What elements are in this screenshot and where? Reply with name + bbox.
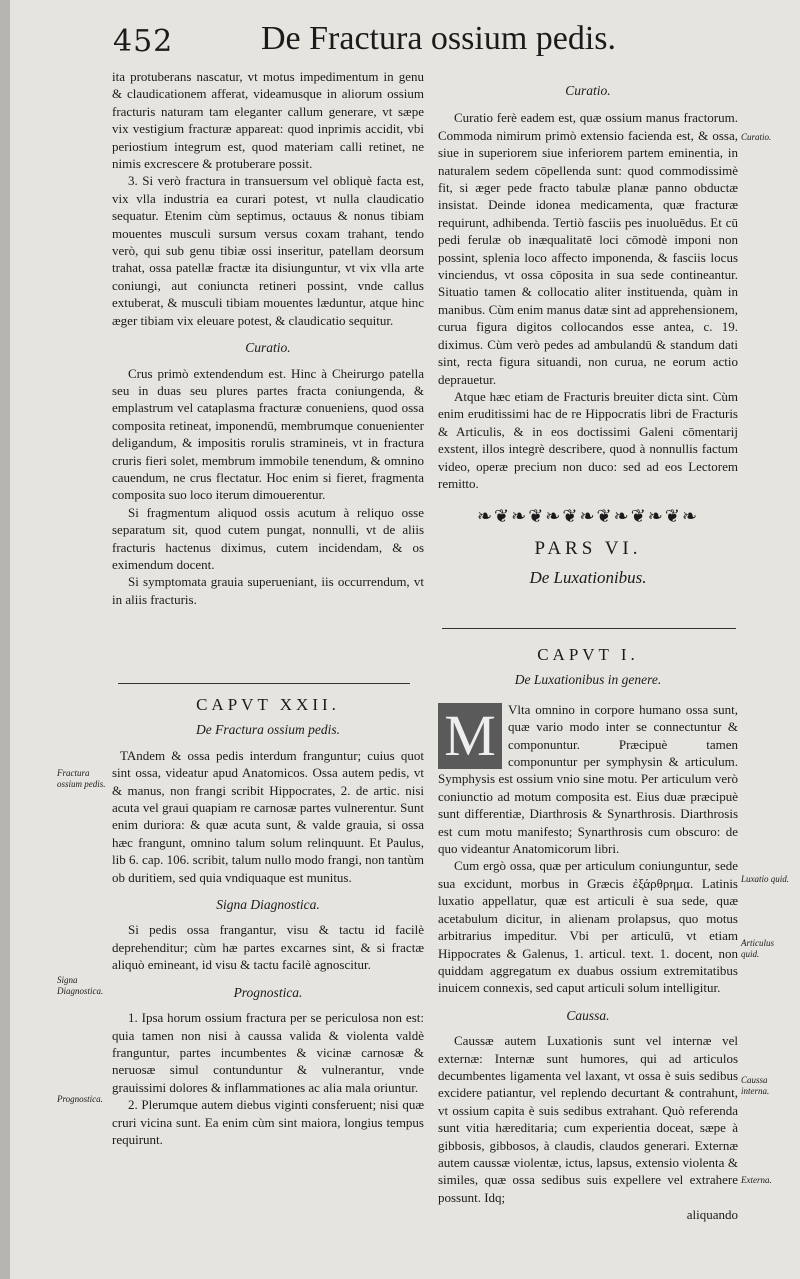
running-header [113, 18, 713, 70]
section-heading: Caussa. [566, 1007, 610, 1023]
margin-note: Articulus quid. [741, 938, 774, 959]
section-heading: Prognostica. [233, 984, 303, 1000]
paragraph: Curatio ferè eadem est, quæ ossium manus fractorum. Commoda nimirum primò extensio facienda est, & ossa, siue in superiorem siue inferiorem partem eminentia, in naturalem sedem cōpellenda sunt: quod commodissimè fit, si æger pede fracto tabulæ planæ panno obductæ insistat. Deinde idonea medicamenta, quæ fracturæ requirunt, adhibenda. Tertiò fasciis pes inuoluēdus. Et cū pedi ferulæ ob inæqualitatē loci cōmodè imponi non possint, splenia loco affecto imponenda, & fasciis locus vinciendus, vt ossa cōposita in sua sede contineantur. Situatio tamen & collocatio aliter instituenda, quàm in manibus. Cùm enim manus datæ sint ad apprehensionem, curua figura digitos collocandos esse antea, c. 19. diximus. Cùm verò pedes ad ambulandū & standum dati sint, recta figura situandi, non curua, ne eorum actio deprauetur. [438, 110, 738, 387]
dropcap-paragraph [438, 701, 738, 858]
ornament-band: ❧❦❧❦❧❦❧❦❧❦❧❦❧ [476, 506, 700, 527]
paragraph: Cum ergò ossa, quæ per articulum coniunguntur, sede sua excidunt, morbus in Græcis ἐξάρθρημα. Latinis luxatio appellatur, quæ est articuli è sua sede, quæ acetabulum dicitur, in alienam prolapsus, quo motus arbitrarius impeditur. Vbi per articulū, vt etiam Hippocrates & Galenus, 1. articul. text. 1. docent, non quiddam aggregatum ex duabus ossium extremitatibus inuicem connexis, sed caput articuli solum intelligitur. [438, 858, 738, 996]
right-column [438, 68, 738, 492]
paragraph: Vlta omnino in corpore humano ossa sunt, quæ vario modo inter se connectuntur & componuntur. Præcipuè tamen componuntur per symphysin & articulum. Symphysis est ossium vnio sine motu. Per articulum verò coniunctio ad motum composita est. Eius duæ præcipuè sunt differentiæ, Diarthrosis & Synarthrosis. Diarthrosis est cum motu manifesto; Synarthrosis cum obscuro: de quo videantur Anatomicorum libri. [438, 701, 738, 857]
left-column [112, 68, 424, 608]
page-number: 452 [113, 24, 174, 59]
paragraph: Caussæ autem Luxationis sunt vel internæ vel externæ: Internæ sunt humores, qui ad articulos decumbentes ligamenta vel laxant, vt ossa è suis sedibus excidere patiantur, vel replendo decurtant & contrahunt, vt ossium capita è suis sedibus extrahant. Quò referenda sunt vitia hæreditaria; cum experientia doceat, sæpe à gibbosis, gibbosos, à claudis, claudos generari. Externæ autem caussæ violentæ, ictus, lapsus, extensio violenta & similes, quæ ossa sedibus suis expellere vel extrahere possunt. Idq; [438, 1033, 738, 1205]
chapter-title: CAPVT XXII. [196, 695, 340, 714]
paragraph: 1. Ipsa horum ossium fractura per se periculosa non est: quia tamen non nisi à caussa valida & violenta valdè franguntur, partes incumbentes & vicinæ carnosæ & neruosæ simul contunduntur & vulnerantur, vnde grauissimi dolores & inflammationes ac alia mala oriuntur. [112, 1010, 424, 1095]
part-title: PARS VI. [534, 538, 642, 559]
paragraph: Si symptomata grauia superueniant, iis occurrendum, vt in aliis fracturis. [112, 574, 424, 607]
dropcap-initial: M [438, 703, 502, 769]
chapter-subtitle: De Fractura ossium pedis. [196, 722, 340, 738]
margin-note: Caussa interna. [741, 1075, 770, 1096]
paragraph: 2. Plerumque autem diebus viginti consferuent; nisi quæ cruri vicina sunt. Ea enim cùm sint maiora, longius tempus requirunt. [112, 1097, 424, 1147]
right-column-chapter [438, 646, 738, 1224]
paragraph: Atque hæc etiam de Fracturis breuiter dicta sint. Cùm enim eruditissimi hac de re Hippocratis libri de Fracturis & Articulis, & in eos doctissimi Galeni cōmentarij exstent, illos integrè describere, quod à nonnullis factum video, operæ precium non duco: sed ad eos Lectorem remitto. [438, 388, 738, 491]
catchword: aliquando [686, 1207, 738, 1223]
margin-note: Prognostica. [57, 1094, 103, 1104]
chapter-title: CAPVT I. [537, 645, 639, 664]
left-column-chapter [112, 696, 424, 1148]
margin-note: Curatio. [741, 132, 772, 142]
section-heading: Curatio. [245, 340, 291, 356]
paragraph: 3. Si verò fractura in transuersum vel obliquè facta est, vix vlla industria ea curari potest, vt nulla claudicatio sequatur. Etenim cùm septimus, octauus & nonus tibiam mouentes musculi sursum versus coxam trahant, tendo verò, qui sub genu tibiæ ossi inseritur, patellam deorsum trahat, ossa patellæ fractæ ita disiunguntur, vt vix vlla arte coniungi, aut coniuncta retineri possint, vnde callus extuberat, & musculi tibiam mouentes læduntur, atque hinc æger tibiam vix eleuare potest, & claudicatio sequitur. [112, 173, 424, 328]
paragraph: Si pedis ossa frangantur, visu & tactu id facilè deprehenditur; cùm hæ partes excarnes sint, & si fractæ aliquò emineant, id visu & tactu facilè agnoscitur. [112, 922, 424, 973]
running-title: De Fractura ossium pedis. [261, 20, 617, 57]
paragraph: TAndem & ossa pedis interdum franguntur; cuius quot sint ossa, videatur apud Anatomicos. Ossa autem pedis, vt & manus, non frangi scribit Hippocrates, 2. de artic. nisi acuta vel graui quapiam re carnosæ partes vulnerentur. Sunt enim duriora: & quæ acuta sunt, & valde grauia, si ossa hæc frangunt, omnino talum solum relinquunt. Et Paulus, lib 6. cap. 106. scribit, talum nullo modo frangi, non tantùm ob duritiem, sed quia vndiquaque est munitus. [112, 747, 424, 885]
paragraph: Crus primò extendendum est. Hinc à Cheirurgo patella seu in duas seu plures partes fracta coniungenda, & emplastrum vel cataplasma fracturæ conueniens, quod ossa composita retineat, imponendū, membrumque conuenienter deligandum, & impositis rorulis stramineis, vt in fractura cruris fieri solet, membrum immobile tenendum, & omnino cauendum, ne crus flectatur. Hoc enim si fieret, fragmenta composita suo loco iterum dimouerentur. [112, 365, 424, 503]
margin-note: Signa Diagnostica. [57, 975, 104, 996]
divider [442, 628, 736, 629]
divider [118, 683, 410, 684]
section-heading: Curatio. [565, 83, 611, 98]
margin-note: Externa. [741, 1175, 772, 1185]
chapter-subtitle: De Luxationibus in genere. [514, 672, 662, 688]
margin-note: Luxatio quid. [741, 874, 790, 884]
section-heading: Signa Diagnostica. [216, 897, 320, 913]
paragraph: Si fragmentum aliquod ossis acutum à reliquo osse separatum sit, quod cutem pungat, nonnulli, vt de aliis fracturis hactenus diximus, cutem incidendam, & os eximendum docent. [112, 504, 424, 572]
paragraph: ita protuberans nascatur, vt motus impedimentum in genu & claudicationem afferat, videamusque in aliorum ossium fracturis naturam tam eleganter callum generare, vt sæpe vix vestigium fracturæ appareat: quod inprimis accidit, vbi periostium integrum est, quod materiam calli retinet, ne nimis excrescere & protuberare possit. [112, 69, 424, 172]
part-subtitle: De Luxationibus. [529, 568, 647, 588]
margin-note: Fractura ossium pedis. [57, 768, 106, 789]
right-column-part [438, 540, 738, 587]
